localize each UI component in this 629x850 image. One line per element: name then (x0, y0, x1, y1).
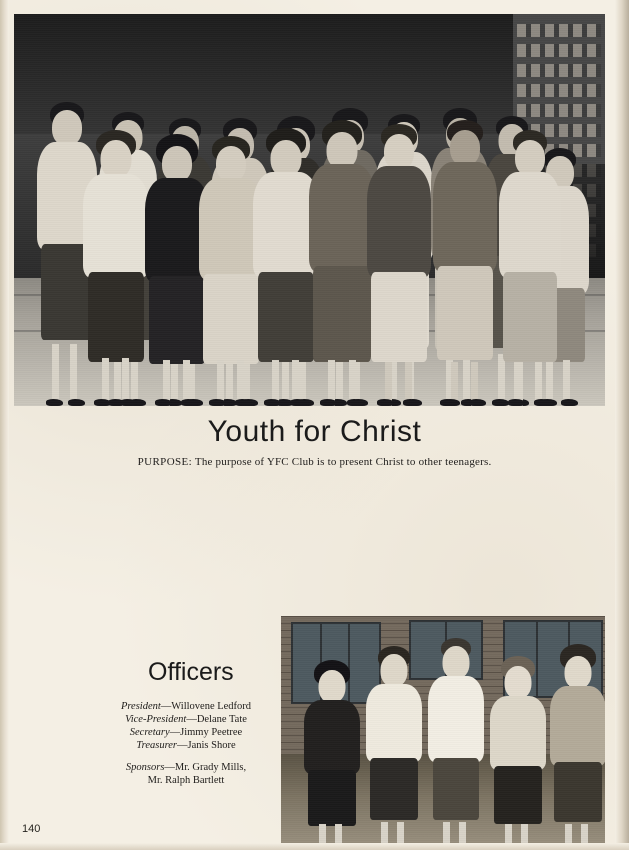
officers-photo (281, 616, 605, 850)
officer-title: Secretary (129, 727, 170, 738)
sponsors-block (96, 761, 276, 787)
officer-title: Vice-President (125, 714, 187, 725)
purpose-label: PURPOSE: (137, 456, 193, 468)
officer-row (96, 739, 276, 752)
officer-figure (303, 654, 361, 850)
group-member (82, 116, 150, 406)
officer-figure (427, 638, 485, 850)
officer-name: Delane Tate (196, 714, 247, 725)
sponsors-label: Sponsors (125, 762, 165, 773)
group-member (366, 112, 432, 406)
sponsors-dash: — (164, 762, 175, 773)
officer-figure (549, 642, 605, 850)
officer-title: President (120, 701, 161, 712)
officer-name: Jimmy Peetree (180, 727, 243, 738)
officer-title: Treasurer (136, 740, 178, 751)
sponsor-name-2: Mr. Ralph Bartlett (147, 775, 225, 786)
officer-name: Janis Shore (187, 740, 236, 751)
officer-dash: — (177, 740, 188, 751)
page-edge-left (0, 0, 9, 850)
officer-row (96, 700, 276, 713)
group-member (498, 114, 562, 406)
officer-row (96, 726, 276, 739)
purpose-text: The purpose of YFC Club is to present Christ to other teenagers. (194, 456, 492, 468)
officer-figure (489, 650, 547, 850)
sponsors-line (96, 761, 276, 774)
page-edge-right (615, 0, 629, 850)
officer-row (96, 713, 276, 726)
page-number: 140 (22, 823, 41, 835)
sponsors-line (96, 774, 276, 787)
purpose-statement (0, 456, 629, 468)
officer-figure (365, 644, 423, 850)
officers-list (96, 700, 276, 752)
officers-heading: Officers (148, 658, 234, 686)
officer-dash: — (160, 701, 172, 712)
sponsor-name-1: Mr. Grady Mills, (174, 762, 247, 773)
group-photo (14, 14, 605, 406)
officer-dash: — (186, 714, 197, 725)
officer-dash: — (169, 727, 181, 738)
group-member (432, 108, 498, 406)
page-title: Youth for Christ (207, 415, 422, 448)
officer-name: Willovene Ledford (171, 701, 252, 712)
page-edge-bottom (0, 843, 629, 850)
